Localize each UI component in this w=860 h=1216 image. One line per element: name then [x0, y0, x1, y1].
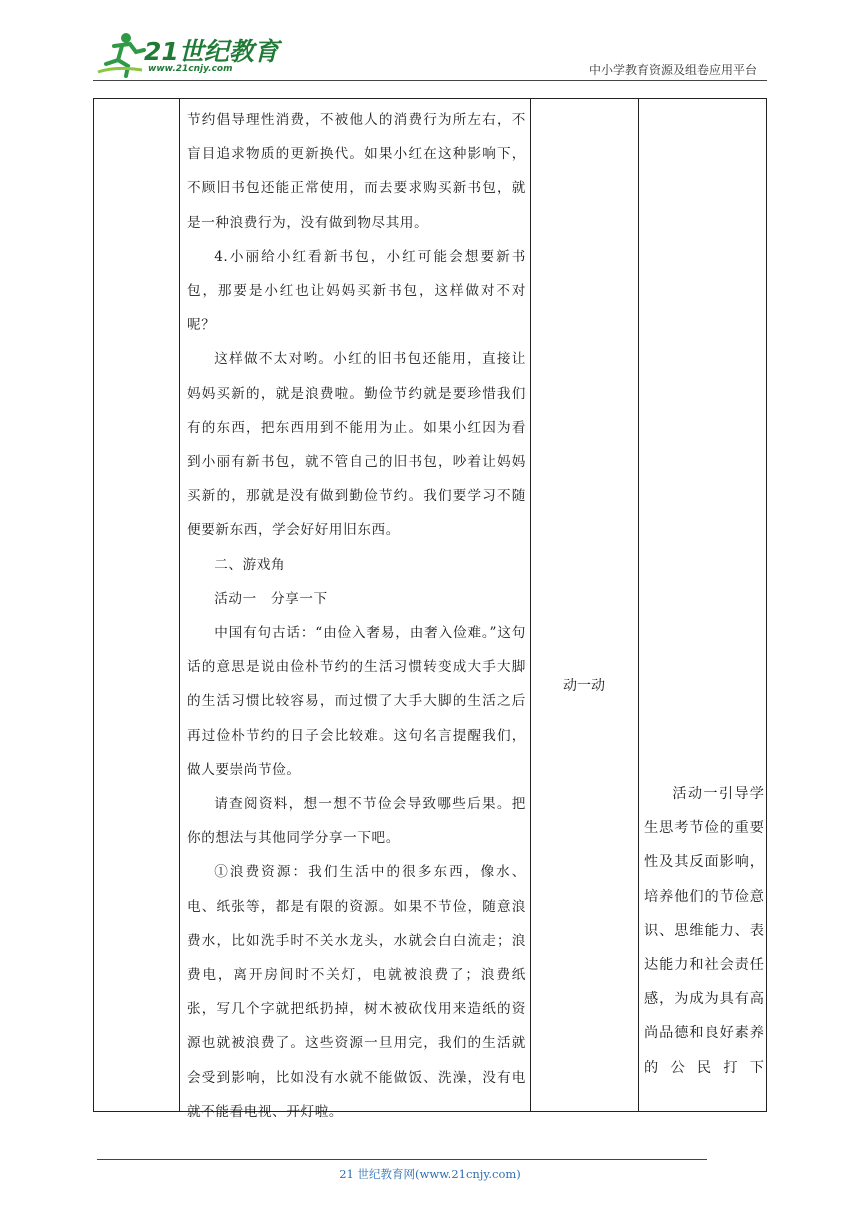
page-header: [0, 0, 860, 90]
content-paragraph: 这样做不太对哟。小红的旧书包还能用，直接让妈妈买新的，就是浪费啦。勤俭节约就是要珍惜我们有的东西，把东西用到不能用为止。如果小红因为看到小丽有新书包，就不管自己的旧书包，吵着让妈妈买新的，那就是没有做到勤俭节约。我们要学习不随便要新东西，学会好好用旧东西。: [187, 351, 526, 539]
column-divider: [638, 99, 639, 1111]
runner-icon: [96, 30, 146, 78]
site-logo[interactable]: [96, 30, 279, 80]
content-paragraph: 请查阅资料，想一想不节俭会导致哪些后果。把你的想法与其他同学分享一下吧。: [187, 796, 526, 847]
content-paragraph: 4.小丽给小红看新书包，小红可能会想要新书包，那要是小红也让妈妈买新书包，这样做对不对呢？: [187, 248, 526, 334]
activity-heading: 活动一 分享一下: [214, 590, 328, 607]
teaching-content-cell: [180, 99, 530, 1129]
student-activity-cell: 动一动: [563, 678, 605, 694]
footer-link[interactable]: 21 世纪教育网(www.21cnjy.com): [339, 1167, 521, 1181]
lesson-table: [93, 98, 767, 1120]
footer-divider: [97, 1159, 707, 1160]
design-intent-text: 活动一引导学生思考节俭的重要性及其反面影响，培养他们的节俭意识、思维能力、表达能力和社会责任感，为成为具有高尚品德和良好素养的公民打下: [644, 786, 764, 1076]
content-paragraph: 中国有句古话：“由俭入奢易，由奢入俭难。”这句话的意思是说由俭朴节约的生活习惯转变成大手大脚的生活习惯比较容易，而过惯了大手大脚的生活之后再过俭朴节约的日子会比较难。这句名言提醒我们，做人要崇尚节俭。: [187, 625, 526, 778]
design-intent-cell: [644, 777, 764, 1085]
content-paragraph: ①浪费资源：我们生活中的很多东西，像水、电、纸张等，都是有限的资源。如果不节俭，随意浪费水，比如洗手时不关水龙头，水就会白白流走；浪费电，离开房间时不关灯，电就被浪费了；浪费纸张，写几个字就把纸扔掉，树木被砍伐用来造纸的资源也就被浪费了。这些资源一旦用完，我们的生活就会受到影响，比如没有水就不能做饭、洗澡，没有电就不能看电视、开灯啦。: [187, 864, 526, 1120]
section-heading: 二、游戏角: [214, 556, 286, 573]
column-divider: [530, 99, 531, 1111]
header-divider: [93, 80, 767, 81]
logo-text: 21世纪教育: [144, 37, 279, 66]
platform-name: 中小学教育资源及组卷应用平台: [588, 63, 757, 77]
content-paragraph: 节约倡导理性消费，不被他人的消费行为所左右，不盲目追求物质的更新换代。如果小红在这种影响下，不顾旧书包还能正常使用，而去要求购买新书包，就是一种浪费行为，没有做到物尽其用。: [187, 112, 526, 231]
logo-url: www.21cnjy.com: [148, 64, 233, 74]
